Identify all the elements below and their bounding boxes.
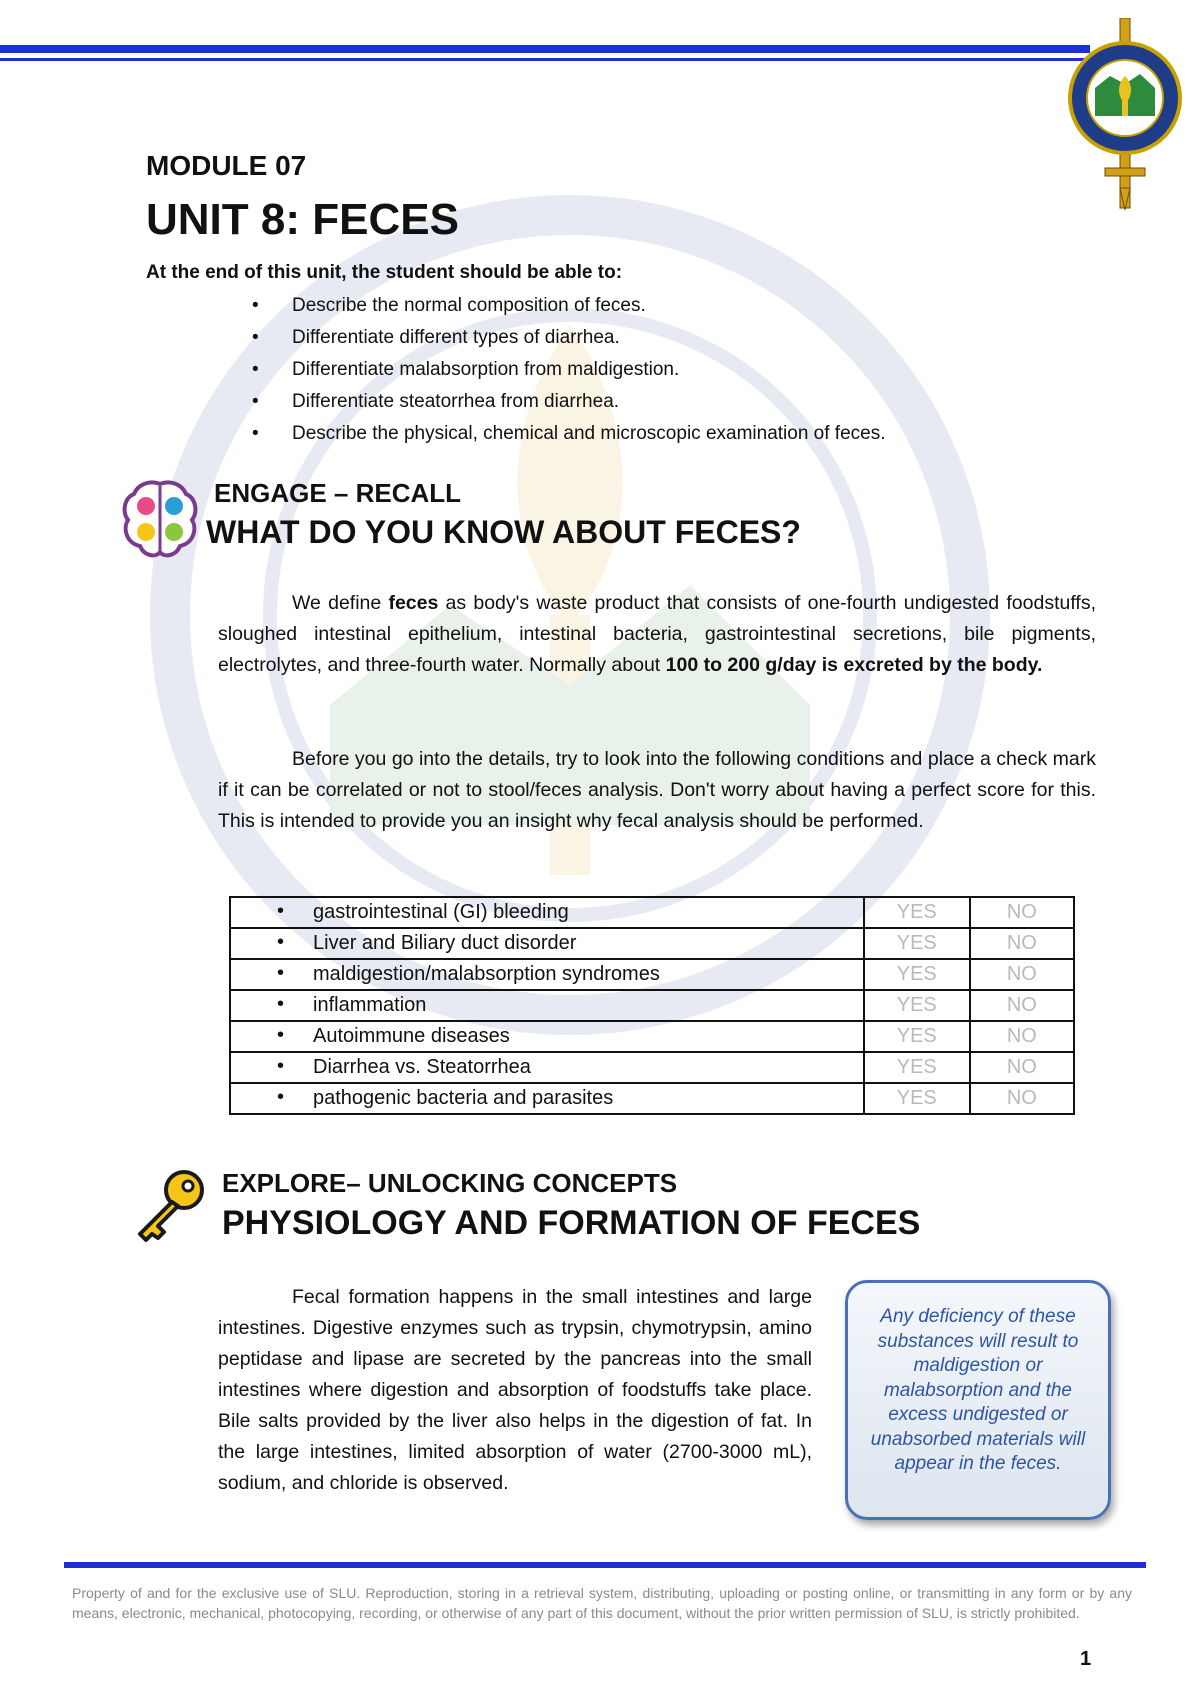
condition-cell: • maldigestion/malabsorption syndromes (230, 959, 864, 990)
table-row (230, 959, 1074, 990)
engage-label: ENGAGE – RECALL (214, 478, 462, 508)
list-item: • Differentiate different types of diarrhea. (146, 322, 1046, 354)
objectives-heading: At the end of this unit, the student should be able to: (146, 262, 623, 283)
list-item: • Describe the physical, chemical and microscopic examination of feces. (146, 418, 1046, 450)
header-rule-thick (0, 45, 1090, 53)
list-item: • Differentiate steatorrhea from diarrhea. (146, 386, 1046, 418)
table-row (230, 928, 1074, 959)
brain-icon (120, 478, 200, 562)
condition-cell: • Diarrhea vs. Steatorrhea (230, 1052, 864, 1083)
conditions-checklist-table (229, 896, 1075, 1115)
yes-option[interactable]: YES (864, 1021, 970, 1052)
header-rule-thin (0, 58, 1090, 61)
yes-option[interactable]: YES (864, 928, 970, 959)
table-row (230, 897, 1074, 928)
table-row (230, 1052, 1074, 1083)
yes-option[interactable]: YES (864, 1083, 970, 1114)
term-feces: feces (388, 592, 439, 614)
key-icon (132, 1166, 208, 1242)
module-label: MODULE 07 (146, 150, 307, 181)
engage-title: WHAT DO YOU KNOW ABOUT FECES? (206, 514, 801, 550)
no-option[interactable]: NO (970, 959, 1074, 990)
objectives-list (146, 290, 1046, 450)
no-option[interactable]: NO (970, 1083, 1074, 1114)
table-row (230, 990, 1074, 1021)
condition-cell: • gastrointestinal (GI) bleeding (230, 897, 864, 928)
table-row (230, 1083, 1074, 1114)
yes-option[interactable]: YES (864, 1052, 970, 1083)
table-row (230, 1021, 1074, 1052)
no-option[interactable]: NO (970, 928, 1074, 959)
condition-cell: • Autoimmune diseases (230, 1021, 864, 1052)
condition-cell: • Liver and Biliary duct disorder (230, 928, 864, 959)
no-option[interactable]: NO (970, 1052, 1074, 1083)
no-option[interactable]: NO (970, 990, 1074, 1021)
yes-option[interactable]: YES (864, 990, 970, 1021)
page-number: 1 (1080, 1648, 1092, 1670)
copyright-notice: Property of and for the exclusive use of SLU. Reproduction, storing in a retrieval system, distributing, uploading or posting online, or transmitting in any form or by any means, electronic, mechanical, photocopying, recording, or otherwise of any part of this document, without the prior written permission of SLU, is strictly prohibited. (72, 1585, 1132, 1621)
daily-output-note: 100 to 200 g/day is excreted by the body. (665, 654, 1043, 676)
yes-option[interactable]: YES (864, 959, 970, 990)
condition-cell: • pathogenic bacteria and parasites (230, 1083, 864, 1114)
yes-option[interactable]: YES (864, 897, 970, 928)
list-item: • Differentiate malabsorption from maldigestion. (146, 354, 1046, 386)
university-seal-icon (1065, 18, 1185, 213)
no-option[interactable]: NO (970, 1021, 1074, 1052)
footer-rule (64, 1562, 1146, 1568)
condition-cell: • inflammation (230, 990, 864, 1021)
explore-label: EXPLORE– UNLOCKING CONCEPTS (222, 1168, 678, 1198)
list-item: • Describe the normal composition of feces. (146, 290, 1046, 322)
no-option[interactable]: NO (970, 897, 1074, 928)
explore-title: PHYSIOLOGY AND FORMATION OF FECES (222, 1204, 921, 1242)
deficiency-callout: Any deficiency of these substances will result to maldigestion or malabsorption and the excess undigested or unabsorbed materials will appear in the feces. (845, 1280, 1111, 1520)
instructions-paragraph: Before you go into the details, try to look into the following conditions and place a check mark if it can be correlated or not to stool/feces analysis. Don't worry about having a perfect score for this. This is intended to provide you an insight why fecal analysis should be performed. (218, 748, 1096, 832)
fecal-formation-paragraph: Fecal formation happens in the small intestines and large intestines. Digestive enzymes such as trypsin, chymotrypsin, amino peptidase and lipase are secreted by the pancreas into the small intestines where digestion and absorption of foodstuffs take place. Bile salts provided by the liver also helps in the digestion of fat. In the large intestines, limited absorption of water (2700-3000 mL), sodium, and chloride is observed. (218, 1286, 812, 1494)
unit-title: UNIT 8: FECES (146, 195, 459, 244)
feces-definition-paragraph: We define feces as body's waste product that consists of one-fourth undigested foodstuffs, sloughed intestinal epithelium, intestinal bacteria, gastrointestinal secretions, bile pigments, electrolytes, and three-fourth water. Normally about 100 to 200 g/day is excreted by the body. (218, 592, 1096, 676)
